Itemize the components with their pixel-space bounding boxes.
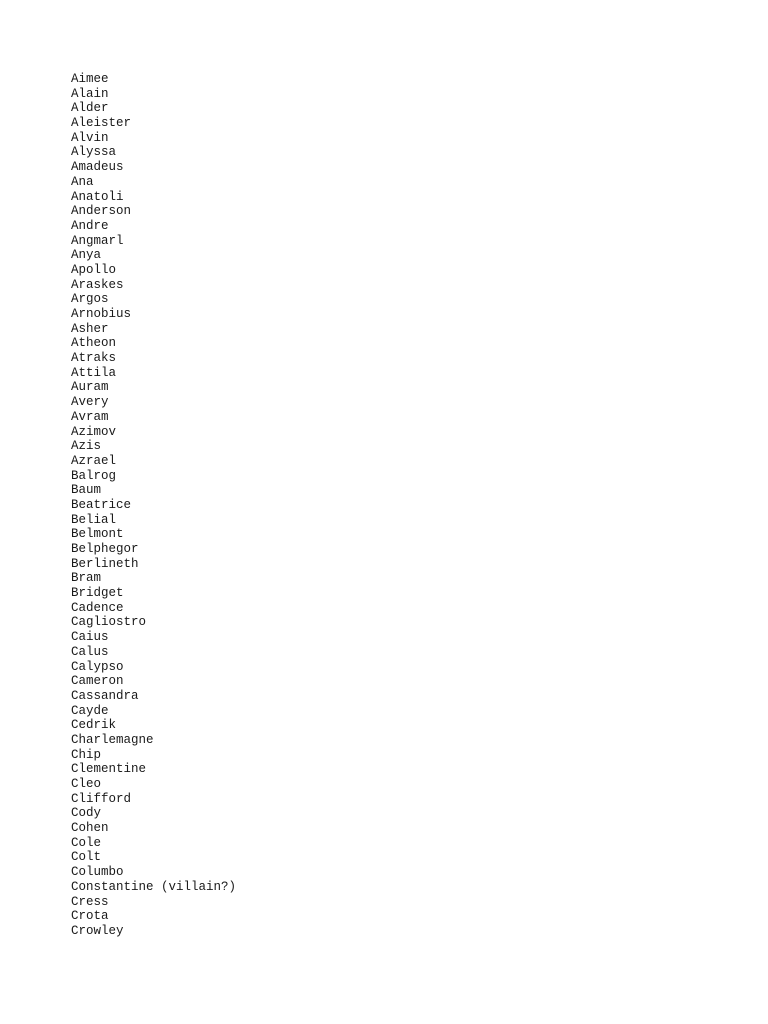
name-list-item: Clementine	[71, 762, 147, 777]
name-list-item: Baum	[71, 483, 102, 498]
name-list-item: Caius	[71, 630, 109, 645]
name-list-item: Argos	[71, 292, 109, 307]
name-list-item: Cadence	[71, 600, 124, 615]
name-list-item: Bridget	[71, 586, 124, 601]
name-list-item: Andre	[71, 218, 109, 233]
name-list-item: Colt	[71, 850, 102, 865]
name-list-item: Belphegor	[71, 542, 139, 556]
name-list-item: Alyssa	[71, 145, 117, 160]
name-list-item: Chip	[71, 747, 102, 762]
name-list-item: Bram	[71, 571, 102, 586]
name-list-item: Anya	[71, 248, 102, 263]
name-list-item: Alain	[71, 86, 109, 101]
name-list-item: Azrael	[71, 453, 117, 468]
name-list-item: Calus	[71, 644, 109, 659]
name-list-item: Alder	[71, 101, 109, 116]
name-list-item: Auram	[71, 380, 109, 395]
name-list-item: Atraks	[71, 351, 117, 366]
name-list-item: Apollo	[71, 262, 117, 277]
name-list-item: Cagliostro	[71, 615, 147, 630]
name-list-item: Constantine (villain?)	[71, 879, 237, 894]
name-list-item: Cress	[71, 894, 109, 909]
name-list-item: Belmont	[71, 527, 124, 542]
name-list-item: Cole	[71, 835, 102, 850]
name-list-item: Azimov	[71, 424, 117, 439]
name-list-item: Arnobius	[71, 307, 132, 321]
name-list-item: Aleister	[71, 116, 132, 131]
name-list-item: Charlemagne	[71, 732, 154, 747]
name-list-item: Clifford	[71, 791, 132, 806]
name-list-item: Belial	[71, 512, 117, 527]
name-list-item: Atheon	[71, 336, 117, 351]
name-list-item: Araskes	[71, 277, 124, 292]
name-list-item: Calypso	[71, 659, 124, 674]
name-list-item: Attila	[71, 365, 117, 380]
name-list-item: Crowley	[71, 923, 124, 938]
name-list-item: Beatrice	[71, 497, 132, 512]
name-list-item: Anatoli	[71, 189, 124, 204]
name-list-item: Balrog	[71, 468, 117, 483]
name-list-item: Azis	[71, 439, 102, 454]
name-list-item: Cayde	[71, 703, 109, 718]
name-list-item: Berlineth	[71, 556, 139, 571]
name-list-item: Cohen	[71, 821, 109, 836]
name-list	[71, 72, 236, 939]
name-list-item: Amadeus	[71, 160, 124, 175]
name-list-item: Anderson	[71, 204, 132, 219]
name-list-item: Cody	[71, 806, 102, 821]
name-list-item: Asher	[71, 321, 109, 336]
name-list-item: Cleo	[71, 777, 102, 791]
name-list-item: Ana	[71, 174, 94, 189]
name-list-item: Aimee	[71, 72, 109, 86]
name-list-item: Cameron	[71, 674, 124, 689]
name-list-item: Avram	[71, 409, 109, 424]
name-list-item: Angmarl	[71, 233, 124, 248]
name-list-item: Crota	[71, 909, 109, 924]
name-list-item: Columbo	[71, 865, 124, 880]
name-list-item: Avery	[71, 395, 109, 410]
name-list-item: Cedrik	[71, 718, 117, 733]
name-list-item: Alvin	[71, 130, 109, 145]
name-list-item: Cassandra	[71, 688, 139, 703]
